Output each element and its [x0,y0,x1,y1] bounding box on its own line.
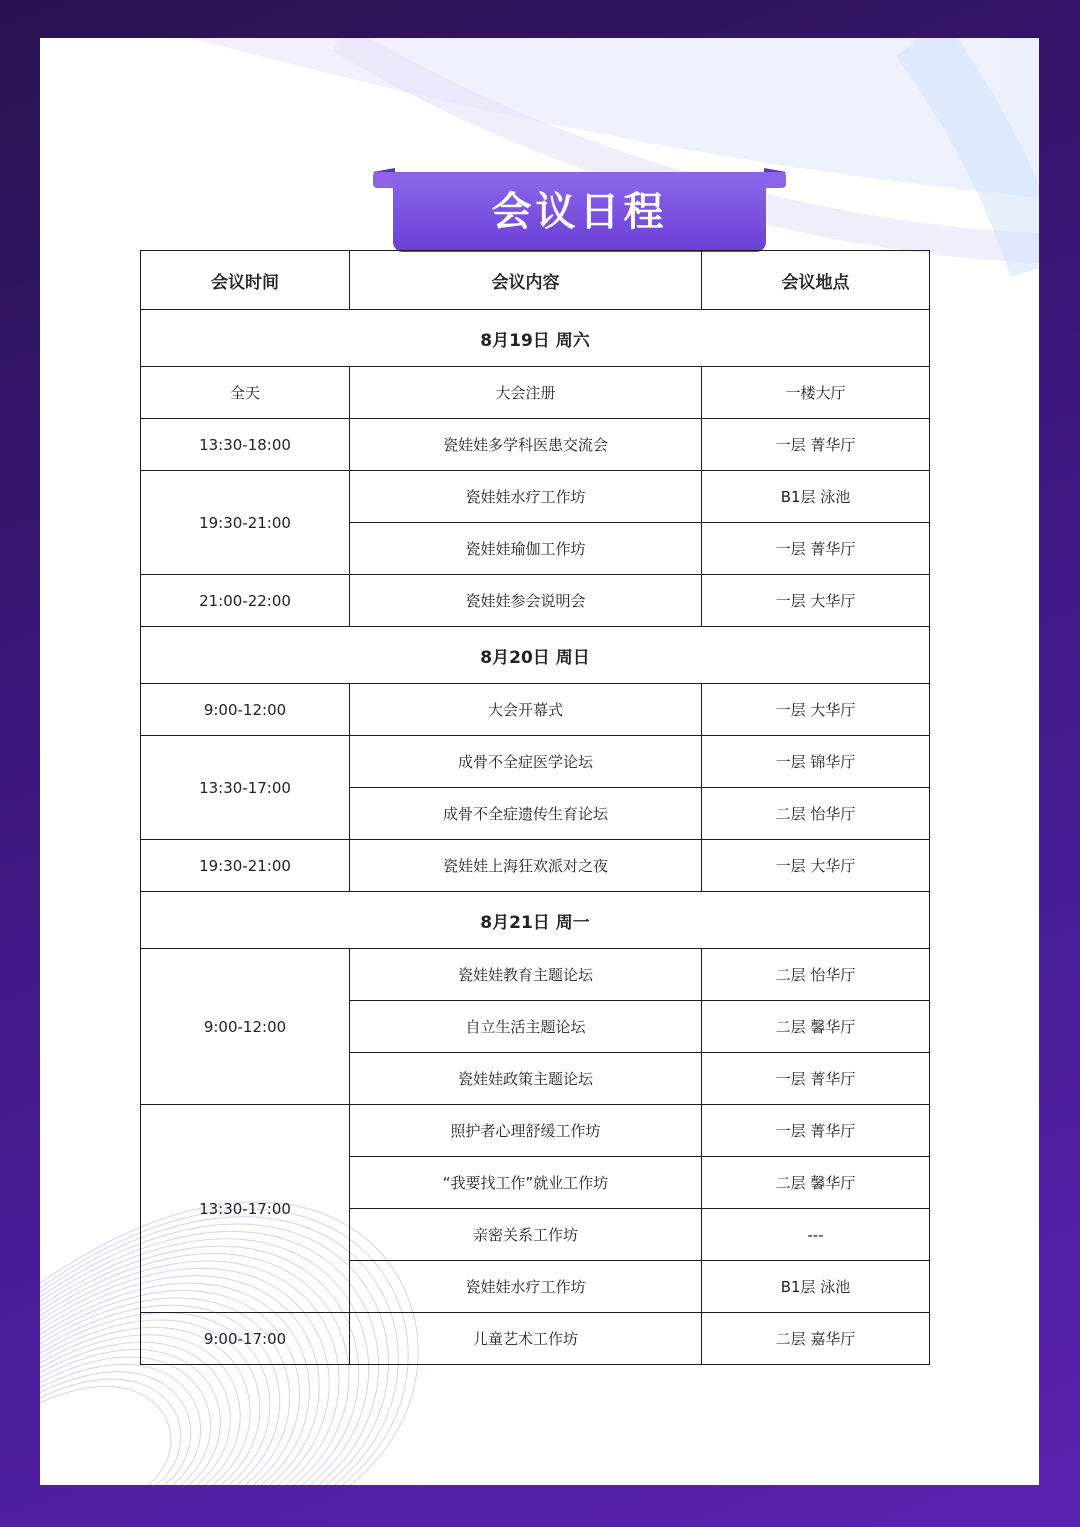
session-content: 自立生活主题论坛 [350,1001,702,1053]
decor-line [40,1379,181,1485]
session-content: 瓷娃娃水疗工作坊 [350,471,702,523]
session-time: 13:30-18:00 [141,419,350,471]
decor-line [40,1387,171,1485]
session-content: 瓷娃娃水疗工作坊 [350,1261,702,1313]
session-content: 大会开幕式 [350,684,702,736]
session-time: 19:30-21:00 [141,471,350,575]
session-content: 瓷娃娃上海狂欢派对之夜 [350,840,702,892]
session-time: 13:30-17:00 [141,1105,350,1313]
table-row [141,471,930,523]
session-venue: 二层 怡华厅 [702,949,930,1001]
session-venue: 一层 菁华厅 [702,1053,930,1105]
session-venue: B1层 泳池 [702,1261,930,1313]
table-row [141,367,930,419]
session-venue: 一层 锦华厅 [702,736,930,788]
session-time: 19:30-21:00 [141,840,350,892]
session-venue: --- [702,1209,930,1261]
session-content: 亲密关系工作坊 [350,1209,702,1261]
session-time: 9:00-12:00 [141,949,350,1105]
day-row [141,627,930,684]
table-row [141,736,930,788]
session-content: 瓷娃娃教育主题论坛 [350,949,702,1001]
session-time: 全天 [141,367,350,419]
session-time: 13:30-17:00 [141,736,350,840]
session-time: 21:00-22:00 [141,575,350,627]
header-content: 会议内容 [350,251,702,310]
table-row [141,684,930,736]
session-venue: 一层 菁华厅 [702,523,930,575]
session-venue: 一层 菁华厅 [702,1105,930,1157]
title-banner [373,168,786,254]
session-venue: 一层 大华厅 [702,684,930,736]
day-row [141,892,930,949]
session-content: 瓷娃娃参会说明会 [350,575,702,627]
session-content: “我要找工作”就业工作坊 [350,1157,702,1209]
schedule-table [140,250,930,1365]
session-content: 照护者心理舒缓工作坊 [350,1105,702,1157]
session-content: 瓷娃娃多学科医患交流会 [350,419,702,471]
day-label: 8月20日 周日 [141,627,930,684]
session-venue: B1层 泳池 [702,471,930,523]
table-row [141,1313,930,1365]
session-time: 9:00-12:00 [141,684,350,736]
session-venue: 二层 嘉华厅 [702,1313,930,1365]
session-content: 成骨不全症遗传生育论坛 [350,788,702,840]
session-content: 儿童艺术工作坊 [350,1313,702,1365]
header-time: 会议时间 [141,251,350,310]
table-row [141,575,930,627]
table-row [141,1105,930,1157]
day-label: 8月19日 周六 [141,310,930,367]
session-content: 瓷娃娃瑜伽工作坊 [350,523,702,575]
session-venue: 一层 菁华厅 [702,419,930,471]
session-venue: 二层 怡华厅 [702,788,930,840]
header-venue: 会议地点 [702,251,930,310]
page-title: 会议日程 [491,189,668,235]
table-row [141,419,930,471]
session-venue: 一层 大华厅 [702,575,930,627]
day-label: 8月21日 周一 [141,892,930,949]
session-content: 大会注册 [350,367,702,419]
day-row [141,310,930,367]
header-row [141,251,930,310]
session-venue: 二层 馨华厅 [702,1157,930,1209]
session-venue: 一层 大华厅 [702,840,930,892]
session-content: 瓷娃娃政策主题论坛 [350,1053,702,1105]
session-venue: 一楼大厅 [702,367,930,419]
table-row [141,840,930,892]
session-content: 成骨不全症医学论坛 [350,736,702,788]
table-row [141,949,930,1001]
session-time: 9:00-17:00 [141,1313,350,1365]
session-venue: 二层 馨华厅 [702,1001,930,1053]
